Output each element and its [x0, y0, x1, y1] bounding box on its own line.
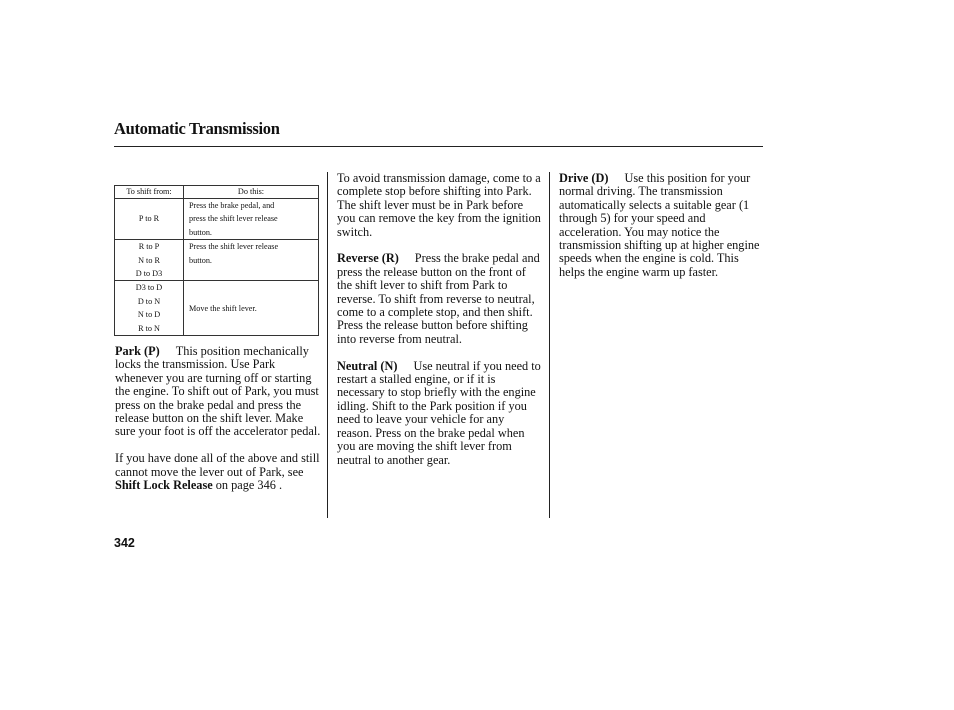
shift-lock-text: If you have done all of the above and still cannot move the lever out of Park, see — [115, 451, 320, 479]
page-number: 342 — [114, 536, 135, 550]
reverse-paragraph — [337, 252, 541, 346]
shift-from-value: N to D — [137, 310, 161, 320]
shift-instructions-table — [114, 185, 319, 336]
shift-from-value: P to R — [138, 214, 160, 224]
title-divider — [114, 146, 763, 147]
reverse-text: Press the brake pedal and press the release button on the front of the shift lever to shift from Park to reverse. To shift from reverse to neutral, come to a complete stop, and then shift. Press the release button before shifting into reverse from neutral. — [337, 251, 540, 346]
action-text: button. — [189, 227, 212, 237]
shift-from-cell — [115, 240, 184, 281]
shift-from-value: D3 to D — [135, 283, 163, 293]
action-text: Move the shift lever. — [189, 303, 257, 313]
neutral-paragraph — [337, 360, 541, 467]
shift-from-value: N to R — [138, 255, 160, 265]
column-left — [115, 345, 321, 492]
header-shift-from: To shift from: — [115, 186, 184, 199]
neutral-term: Neutral (N) — [337, 358, 398, 373]
shift-from-cell — [115, 199, 184, 240]
column-right — [559, 172, 764, 279]
avoid-damage-paragraph: To avoid transmission damage, come to a complete stop before shifting into Park. The shift lever must be in Park before you can remove the key from the ignition switch. — [337, 171, 541, 239]
column-divider-right — [549, 172, 550, 518]
shift-lock-release-link[interactable]: Shift Lock Release — [115, 478, 213, 493]
drive-text: Use this position for your normal driving. The transmission automatically selects a suitable gear (1 through 5) for your speed and acceleration. You may notice the transmission shifting up at higher engine speeds when the engine is cold. This helps the engine warm up faster. — [559, 171, 760, 279]
action-cell — [184, 240, 319, 281]
shift-from-value: R to N — [138, 323, 160, 333]
neutral-text: Use neutral if you need to restart a stalled engine, or if it is necessary to stop briefly with the engine idling. Shift to the Park position if you need to leave your vehicle for any reason. Press on the brake pedal when you are moving the shift lever from neutral to another gear. — [337, 358, 541, 467]
page-title: Automatic Transmission — [114, 119, 280, 138]
park-text: This position mechanically locks the transmission. Use Park whenever you are turning off or starting the engine. To shift out of Park, you must press on the brake pedal and press the release button on the shift lever. Make sure your foot is off the accelerator pedal. — [115, 344, 321, 439]
action-text: press the shift lever release — [189, 214, 278, 224]
table-row — [115, 240, 319, 281]
action-text: Press the brake pedal, and — [189, 201, 275, 210]
reverse-term: Reverse (R) — [337, 251, 399, 266]
table-header-row — [115, 186, 319, 199]
table-row — [115, 199, 319, 240]
column-divider-left — [327, 172, 328, 518]
shift-from-value: D to N — [137, 296, 161, 306]
shift-lock-page-ref: on page 346 . — [215, 478, 283, 493]
shift-from-value: D to D3 — [135, 269, 163, 279]
park-paragraph — [115, 345, 321, 439]
drive-term: Drive (D) — [559, 171, 609, 185]
column-middle — [337, 172, 541, 467]
table-row — [115, 281, 319, 336]
action-text: button. — [189, 255, 212, 265]
drive-paragraph — [559, 172, 764, 279]
shift-lock-paragraph — [115, 452, 321, 492]
action-text: Press the shift lever release — [189, 242, 279, 252]
action-cell — [184, 199, 319, 240]
shift-from-cell — [115, 281, 184, 336]
park-term: Park (P) — [115, 344, 160, 358]
shift-from-value: R to P — [138, 242, 160, 252]
header-do-this: Do this: — [184, 186, 319, 199]
action-cell — [184, 281, 319, 336]
